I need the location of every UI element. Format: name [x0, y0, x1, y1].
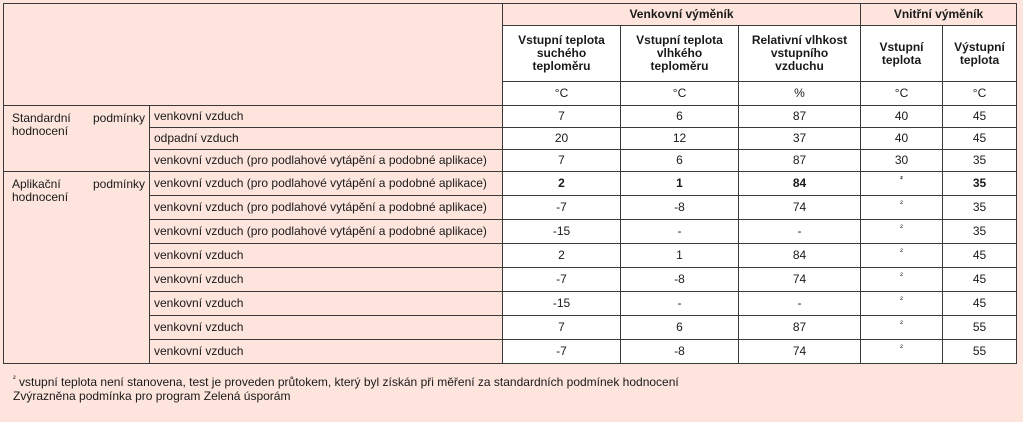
- value-cell: 2: [503, 172, 621, 196]
- table-row: [4, 316, 1017, 340]
- air-type-cell: venkovní vzduch: [150, 316, 503, 340]
- value-cell: 6: [621, 150, 739, 172]
- value-cell: 84: [739, 172, 861, 196]
- air-type-cell: venkovní vzduch: [150, 268, 503, 292]
- col-header-wet-bulb: Vstupní teplota vlhkého teploměru: [621, 26, 739, 82]
- value-cell: -8: [621, 268, 739, 292]
- footnote-highlight: Zvýrazněna podmínka pro program Zelená úsporám: [13, 389, 291, 403]
- value-cell: -: [739, 220, 861, 244]
- conditions-table: [3, 3, 1017, 364]
- value-cell: 7: [503, 316, 621, 340]
- footnote-temperature: $^{^2}$ vstupní teplota není stanovena, test je proveden průtokem, který byl získán při měření za standardních podmínek hodnocení: [13, 374, 679, 389]
- value-cell: 20: [503, 128, 621, 150]
- air-type-cell: odpadní vzduch: [150, 128, 503, 150]
- value-cell: 2: [503, 244, 621, 268]
- air-type-cell: venkovní vzduch (pro podlahové vytápění a podobné aplikace): [150, 196, 503, 220]
- header-empty-cell: [4, 4, 503, 106]
- value-cell: -15: [503, 292, 621, 316]
- value-cell: ²: [861, 316, 943, 340]
- value-cell: 6: [621, 106, 739, 128]
- value-cell: 40: [861, 128, 943, 150]
- value-cell: 74: [739, 340, 861, 364]
- col-header-dry-bulb: Vstupní teplota suchého teploměru: [503, 26, 621, 82]
- value-cell: 55: [943, 340, 1017, 364]
- air-type-cell: venkovní vzduch (pro podlahové vytápění a podobné aplikace): [150, 220, 503, 244]
- value-cell: ²: [861, 292, 943, 316]
- value-cell: 12: [621, 128, 739, 150]
- air-type-cell: venkovní vzduch: [150, 106, 503, 128]
- value-cell: -7: [503, 196, 621, 220]
- value-cell: 6: [621, 316, 739, 340]
- value-cell: -7: [503, 340, 621, 364]
- value-cell: 1: [621, 244, 739, 268]
- value-cell: 45: [943, 128, 1017, 150]
- outdoor-exchanger-header: Venkovní výměník: [503, 4, 861, 26]
- value-cell: -: [739, 292, 861, 316]
- value-cell: 7: [503, 106, 621, 128]
- group-label-application: Aplikační podmínky hodnocení: [4, 172, 150, 364]
- value-cell: 55: [943, 316, 1017, 340]
- value-cell: ²: [861, 340, 943, 364]
- value-cell: ²: [861, 268, 943, 292]
- value-cell: ²: [861, 244, 943, 268]
- table-row: [4, 244, 1017, 268]
- value-cell: -7: [503, 268, 621, 292]
- value-cell: 87: [739, 316, 861, 340]
- table-row: [4, 196, 1017, 220]
- value-cell: 87: [739, 106, 861, 128]
- value-cell: -8: [621, 340, 739, 364]
- unit-cell: °C: [943, 82, 1017, 106]
- value-cell: 84: [739, 244, 861, 268]
- table-row: [4, 292, 1017, 316]
- value-cell: -: [621, 292, 739, 316]
- air-type-cell: venkovní vzduch: [150, 244, 503, 268]
- table-row: [4, 220, 1017, 244]
- header-row-groups: [4, 4, 1017, 26]
- air-type-cell: venkovní vzduch: [150, 292, 503, 316]
- indoor-exchanger-header: Vnitřní výměník: [861, 4, 1017, 26]
- group-label-standard: Standardní podmínky hodnocení: [4, 106, 150, 172]
- value-cell: 35: [943, 196, 1017, 220]
- value-cell: 74: [739, 196, 861, 220]
- value-cell: 45: [943, 268, 1017, 292]
- unit-cell: %: [739, 82, 861, 106]
- value-cell: 1: [621, 172, 739, 196]
- unit-cell: °C: [861, 82, 943, 106]
- value-cell: -8: [621, 196, 739, 220]
- value-cell: -: [621, 220, 739, 244]
- value-cell: ²: [861, 220, 943, 244]
- air-type-cell: venkovní vzduch (pro podlahové vytápění a podobné aplikace): [150, 150, 503, 172]
- value-cell: 35: [943, 172, 1017, 196]
- value-cell: 45: [943, 106, 1017, 128]
- value-cell: ²: [861, 196, 943, 220]
- table-row-highlighted: [4, 172, 1017, 196]
- value-cell: 74: [739, 268, 861, 292]
- air-type-cell: venkovní vzduch: [150, 340, 503, 364]
- value-cell: -15: [503, 220, 621, 244]
- value-cell: ²: [861, 172, 943, 196]
- value-cell: 45: [943, 292, 1017, 316]
- table-row: [4, 340, 1017, 364]
- value-cell: 30: [861, 150, 943, 172]
- value-cell: 87: [739, 150, 861, 172]
- unit-cell: °C: [621, 82, 739, 106]
- value-cell: 35: [943, 220, 1017, 244]
- footnotes: [3, 375, 1018, 403]
- table-row: [4, 150, 1017, 172]
- table-row: [4, 128, 1017, 150]
- value-cell: 40: [861, 106, 943, 128]
- table-row: [4, 268, 1017, 292]
- col-header-humidity: Relativní vlhkost vstupního vzduchu: [739, 26, 861, 82]
- table-row: [4, 106, 1017, 128]
- value-cell: 7: [503, 150, 621, 172]
- air-type-cell: venkovní vzduch (pro podlahové vytápění a podobné aplikace): [150, 172, 503, 196]
- col-header-inlet: Vstupní teplota: [861, 26, 943, 82]
- unit-cell: °C: [503, 82, 621, 106]
- value-cell: 37: [739, 128, 861, 150]
- value-cell: 35: [943, 150, 1017, 172]
- col-header-outlet: Výstupní teplota: [943, 26, 1017, 82]
- value-cell: 45: [943, 244, 1017, 268]
